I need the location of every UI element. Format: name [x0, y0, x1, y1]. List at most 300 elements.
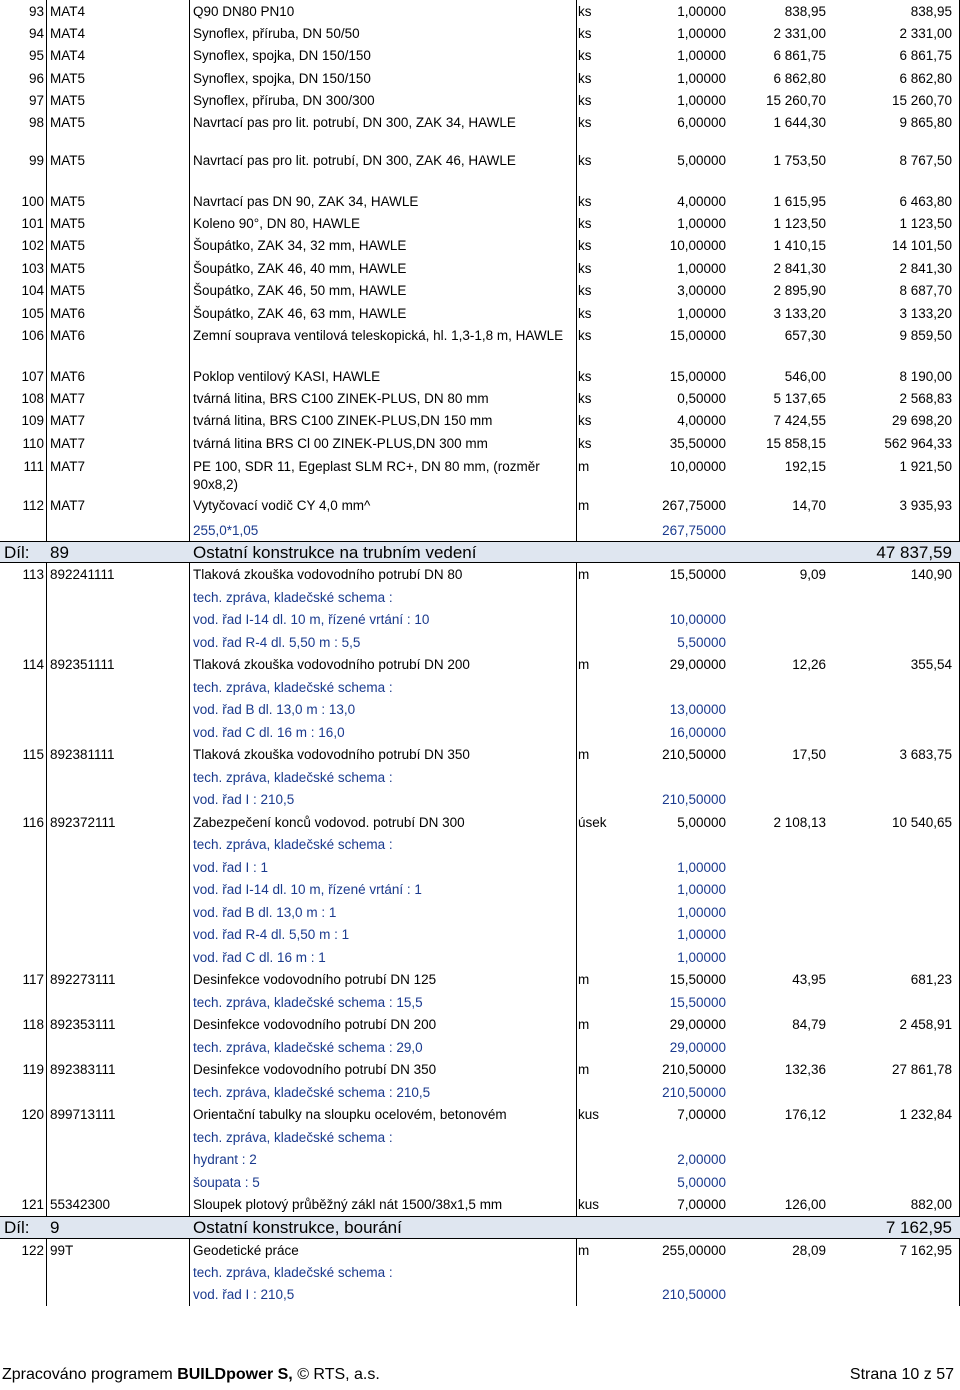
item-unit-price: 43,95 — [792, 972, 826, 987]
column-divider — [46, 387, 47, 409]
item-description: Geodetické práce — [193, 1243, 299, 1258]
item-number: 114 — [22, 657, 44, 672]
item-unit: ks — [578, 261, 592, 276]
item-code: 892381111 — [50, 747, 115, 762]
item-total: 1 921,50 — [899, 459, 952, 474]
item-number: 117 — [22, 972, 44, 987]
item-unit-price: 2 895,90 — [773, 283, 826, 298]
calc-quantity: 1,00000 — [677, 950, 726, 965]
item-unit-price: 14,70 — [792, 498, 826, 513]
column-divider — [189, 631, 190, 653]
column-divider — [46, 946, 47, 968]
column-divider — [46, 856, 47, 878]
column-divider — [576, 1148, 577, 1171]
item-quantity: 1,00000 — [677, 4, 726, 19]
item-unit-price: 5 137,65 — [773, 391, 826, 406]
column-divider — [46, 901, 47, 923]
calc-description: tech. zpráva, kladečské schema : 29,0 — [193, 1040, 423, 1055]
column-divider — [46, 631, 47, 653]
item-number: 109 — [21, 413, 44, 428]
division-code: 89 — [50, 543, 69, 562]
column-divider — [189, 1239, 190, 1261]
column-divider — [576, 766, 577, 788]
calculation-row — [0, 878, 960, 901]
column-divider — [46, 149, 47, 190]
calc-quantity: 13,00000 — [669, 702, 726, 717]
item-description: Synoflex, příruba, DN 50/50 — [193, 26, 360, 41]
column-divider — [189, 968, 190, 991]
table-row — [0, 1239, 960, 1261]
item-number: 95 — [28, 48, 44, 63]
column-divider — [189, 811, 190, 833]
column-divider — [46, 1261, 47, 1283]
column-divider — [46, 1193, 47, 1216]
item-number: 118 — [22, 1017, 44, 1032]
item-total: 9 859,50 — [899, 328, 952, 343]
column-divider — [189, 586, 190, 608]
calculation-row — [0, 946, 960, 968]
table-row — [0, 1193, 960, 1216]
calculation-row — [0, 1261, 960, 1283]
item-quantity: 29,00000 — [669, 1017, 726, 1032]
item-code: MAT4 — [50, 4, 86, 19]
item-unit-price: 2 108,13 — [773, 815, 826, 830]
item-description: Šoupátko, ZAK 46, 50 mm, HAWLE — [193, 283, 407, 298]
item-code: MAT5 — [50, 216, 86, 231]
table-row — [0, 365, 960, 387]
calc-quantity: 15,50000 — [669, 995, 726, 1010]
calculation-row — [0, 1036, 960, 1058]
item-unit-price: 176,12 — [784, 1107, 826, 1122]
column-divider — [576, 22, 577, 44]
item-unit: ks — [578, 369, 592, 384]
column-divider — [576, 279, 577, 302]
column-divider — [576, 946, 577, 968]
calculation-row — [0, 1148, 960, 1171]
calculation-row — [0, 1171, 960, 1193]
column-divider — [189, 44, 190, 67]
item-total: 10 540,65 — [891, 815, 952, 830]
item-unit-price: 2 331,00 — [773, 26, 826, 41]
item-unit-price: 192,15 — [784, 459, 826, 474]
item-code: MAT7 — [50, 413, 86, 428]
column-divider — [46, 67, 47, 89]
calc-description: vod. řad I-14 dl. 10 m, řízené vrtání : 10 — [193, 612, 430, 627]
column-divider — [576, 1126, 577, 1148]
column-divider — [46, 1103, 47, 1126]
calc-description: vod. řad C dl. 16 m : 1 — [193, 950, 326, 965]
column-divider — [189, 923, 190, 946]
calculation-row — [0, 766, 960, 788]
item-unit-price: 1 410,15 — [773, 238, 826, 253]
table-row — [0, 67, 960, 89]
item-unit: ks — [578, 436, 592, 451]
item-description: Synoflex, spojka, DN 150/150 — [193, 48, 371, 63]
item-description: Sloupek plotový průběžný zákl nát 1500/38x1,5 mm — [193, 1197, 503, 1212]
column-divider — [46, 676, 47, 698]
item-code: MAT5 — [50, 93, 86, 108]
table-row — [0, 190, 960, 212]
division-border-top — [0, 1216, 960, 1217]
item-unit-price: 3 133,20 — [773, 306, 826, 321]
item-description: Desinfekce vodovodního potrubí DN 350 — [193, 1062, 437, 1077]
item-quantity: 1,00000 — [677, 306, 726, 321]
calc-quantity: 210,50000 — [662, 1287, 726, 1302]
column-divider — [46, 1148, 47, 1171]
item-unit-price: 28,09 — [792, 1243, 826, 1258]
item-number: 103 — [21, 261, 44, 276]
column-divider — [46, 743, 47, 766]
column-divider — [576, 365, 577, 387]
item-number: 122 — [21, 1243, 44, 1258]
column-divider — [189, 494, 190, 519]
item-total: 3 683,75 — [899, 747, 952, 762]
column-divider — [46, 519, 47, 541]
item-description: Zemní souprava ventilová teleskopická, hl. 1,3-1,8 m, HAWLE — [193, 328, 564, 343]
column-divider — [46, 111, 47, 149]
item-unit: ks — [578, 328, 592, 343]
item-number: 107 — [21, 369, 44, 384]
column-divider — [46, 365, 47, 387]
division-title: Ostatní konstrukce na trubním vedení — [193, 543, 477, 562]
column-divider — [46, 279, 47, 302]
item-number: 110 — [22, 436, 44, 451]
calc-quantity: 1,00000 — [677, 882, 726, 897]
calculation-row — [0, 608, 960, 631]
item-total: 1 232,84 — [899, 1107, 952, 1122]
item-unit: kus — [578, 1197, 600, 1212]
division-total: 7 162,95 — [885, 1218, 952, 1237]
item-unit-price: 9,09 — [799, 567, 826, 582]
column-divider — [46, 968, 47, 991]
column-divider — [46, 721, 47, 743]
division-title: Ostatní konstrukce, bourání — [193, 1218, 402, 1237]
column-divider — [576, 0, 577, 22]
item-description: Navrtací pas pro lit. potrubí, DN 300, ZAK 46, HAWLE — [193, 153, 516, 168]
calculation-row — [0, 1283, 960, 1306]
table-row — [0, 1058, 960, 1081]
item-quantity: 210,50000 — [662, 747, 726, 762]
column-divider — [576, 149, 577, 190]
item-code: MAT5 — [50, 238, 86, 253]
calculation-row — [0, 833, 960, 856]
item-unit-price: 1 644,30 — [773, 115, 826, 130]
column-divider — [46, 22, 47, 44]
item-unit: ks — [578, 115, 592, 130]
table-row — [0, 743, 960, 766]
calculation-row — [0, 631, 960, 653]
table-row — [0, 0, 960, 22]
calc-quantity: 5,50000 — [677, 635, 726, 650]
column-divider — [576, 1193, 577, 1216]
column-divider — [576, 878, 577, 901]
item-total: 29 698,20 — [891, 413, 952, 428]
column-divider — [46, 878, 47, 901]
item-total: 562 964,33 — [884, 436, 952, 451]
item-quantity: 35,50000 — [669, 436, 726, 451]
column-divider — [576, 519, 577, 541]
column-divider — [189, 788, 190, 811]
column-divider — [189, 1126, 190, 1148]
item-number: 115 — [22, 747, 44, 762]
item-unit-price: 126,00 — [784, 1197, 826, 1212]
calc-description: tech. zpráva, kladečské schema : — [193, 837, 393, 852]
column-divider — [576, 1283, 577, 1306]
footer-credit — [2, 1366, 380, 1384]
item-unit: m — [578, 1243, 590, 1258]
table-row — [0, 387, 960, 409]
item-code: MAT4 — [50, 26, 86, 41]
calc-description: vod. řad I : 210,5 — [193, 792, 295, 807]
column-divider — [189, 608, 190, 631]
item-description: Navrtací pas DN 90, ZAK 34, HAWLE — [193, 194, 419, 209]
calc-description: tech. zpráva, kladečské schema : — [193, 1265, 393, 1280]
division-label: Díl: — [4, 1218, 30, 1237]
item-total: 7 162,95 — [899, 1243, 952, 1258]
item-unit: ks — [578, 48, 592, 63]
column-divider — [189, 212, 190, 234]
item-number: 121 — [21, 1197, 44, 1212]
column-divider — [576, 494, 577, 519]
item-total: 882,00 — [910, 1197, 952, 1212]
footer-prefix: Zpracováno programem — [2, 1366, 178, 1383]
calculation-row — [0, 519, 960, 541]
calc-description: vod. řad I : 1 — [193, 860, 269, 875]
item-description: Šoupátko, ZAK 46, 63 mm, HAWLE — [193, 306, 407, 321]
column-divider — [189, 676, 190, 698]
column-divider — [189, 766, 190, 788]
column-divider — [576, 923, 577, 946]
item-number: 98 — [28, 115, 44, 130]
calc-description: tech. zpráva, kladečské schema : 210,5 — [193, 1085, 431, 1100]
table-row — [0, 432, 960, 455]
column-divider — [46, 653, 47, 676]
item-total: 2 568,83 — [899, 391, 952, 406]
item-unit-price: 15 858,15 — [765, 436, 826, 451]
column-divider — [189, 698, 190, 721]
item-description: Desinfekce vodovodního potrubí DN 200 — [193, 1017, 437, 1032]
calc-description: hydrant : 2 — [193, 1152, 257, 1167]
column-divider — [46, 212, 47, 234]
item-total: 355,54 — [910, 657, 952, 672]
calc-description: šoupata : 5 — [193, 1175, 260, 1190]
calc-description: vod. řad I-14 dl. 10 m, řízené vrtání : 1 — [193, 882, 422, 897]
item-description: Synoflex, příruba, DN 300/300 — [193, 93, 375, 108]
column-divider — [189, 519, 190, 541]
item-total: 27 861,78 — [891, 1062, 952, 1077]
item-number: 108 — [21, 391, 44, 406]
calculation-row — [0, 1081, 960, 1103]
calc-quantity: 210,50000 — [662, 792, 726, 807]
item-unit: m — [578, 1017, 590, 1032]
item-total: 6 862,80 — [899, 71, 952, 86]
calc-quantity: 1,00000 — [677, 860, 726, 875]
calc-description: tech. zpráva, kladečské schema : — [193, 680, 393, 695]
item-description: Šoupátko, ZAK 34, 32 mm, HAWLE — [193, 238, 407, 253]
item-unit-price: 7 424,55 — [773, 413, 826, 428]
item-code: MAT4 — [50, 48, 86, 63]
column-divider — [189, 1081, 190, 1103]
column-divider — [46, 766, 47, 788]
table-row — [0, 257, 960, 279]
column-divider — [189, 111, 190, 149]
division-total: 47 837,59 — [876, 543, 952, 562]
item-unit: ks — [578, 216, 592, 231]
item-quantity: 1,00000 — [677, 93, 726, 108]
column-divider — [189, 0, 190, 22]
item-unit-price: 546,00 — [784, 369, 826, 384]
column-divider — [189, 365, 190, 387]
item-quantity: 15,00000 — [669, 369, 726, 384]
item-code: MAT6 — [50, 328, 86, 343]
column-divider — [189, 257, 190, 279]
column-divider — [189, 743, 190, 766]
column-divider — [576, 1058, 577, 1081]
item-quantity: 10,00000 — [669, 238, 726, 253]
item-number: 116 — [22, 815, 44, 830]
column-divider — [189, 653, 190, 676]
item-number: 120 — [21, 1107, 44, 1122]
calc-quantity: 2,00000 — [677, 1152, 726, 1167]
item-unit: ks — [578, 153, 592, 168]
item-total: 2 841,30 — [899, 261, 952, 276]
item-number: 101 — [21, 216, 44, 231]
item-code: 899713111 — [50, 1107, 116, 1122]
column-divider — [189, 946, 190, 968]
table-row — [0, 563, 960, 586]
column-divider — [576, 833, 577, 856]
column-divider — [189, 1171, 190, 1193]
calc-description: tech. zpráva, kladečské schema : — [193, 590, 393, 605]
column-divider — [576, 743, 577, 766]
item-total: 1 123,50 — [899, 216, 952, 231]
column-divider — [189, 721, 190, 743]
item-code: MAT5 — [50, 153, 86, 168]
item-quantity: 6,00000 — [677, 115, 726, 130]
column-divider — [46, 1283, 47, 1306]
column-divider — [46, 455, 47, 494]
item-number: 94 — [28, 26, 44, 41]
item-code: 892351111 — [50, 657, 115, 672]
item-number: 93 — [28, 4, 44, 19]
calc-quantity: 1,00000 — [677, 905, 726, 920]
item-code: MAT7 — [50, 436, 86, 451]
item-code: MAT7 — [50, 391, 86, 406]
item-number: 99 — [28, 153, 44, 168]
item-description: Q90 DN80 PN10 — [193, 4, 295, 19]
item-code: MAT6 — [50, 306, 86, 321]
calculation-row — [0, 788, 960, 811]
column-divider — [189, 1103, 190, 1126]
column-divider — [576, 631, 577, 653]
item-quantity: 0,50000 — [677, 391, 726, 406]
item-quantity: 15,00000 — [669, 328, 726, 343]
calc-description: vod. řad I : 210,5 — [193, 1287, 295, 1302]
item-unit: m — [578, 567, 590, 582]
item-description: tvárná litina, BRS C100 ZINEK-PLUS,DN 150 mm — [193, 413, 493, 428]
item-quantity: 15,50000 — [669, 972, 726, 987]
table-row — [0, 279, 960, 302]
table-row — [0, 455, 960, 494]
calc-quantity: 5,00000 — [677, 1175, 726, 1190]
item-code: MAT5 — [50, 115, 86, 130]
column-divider — [189, 856, 190, 878]
column-divider — [576, 234, 577, 257]
column-divider — [576, 676, 577, 698]
item-code: 55342300 — [50, 1197, 111, 1212]
item-unit: kus — [578, 1107, 600, 1122]
item-total: 3 935,93 — [899, 498, 952, 513]
item-unit-price: 6 861,75 — [773, 48, 826, 63]
column-divider — [189, 878, 190, 901]
column-divider — [189, 991, 190, 1013]
item-number: 96 — [28, 71, 44, 86]
item-description: Koleno 90°, DN 80, HAWLE — [193, 216, 360, 231]
item-unit: ks — [578, 413, 592, 428]
table-row — [0, 1103, 960, 1126]
column-divider — [576, 1171, 577, 1193]
column-divider — [189, 563, 190, 586]
column-divider — [576, 1081, 577, 1103]
column-divider — [576, 653, 577, 676]
column-divider — [576, 788, 577, 811]
table-row — [0, 302, 960, 324]
table-row — [0, 324, 960, 365]
item-total: 14 101,50 — [891, 238, 952, 253]
calc-description: vod. řad R-4 dl. 5,50 m : 5,5 — [193, 635, 361, 650]
item-quantity: 7,00000 — [677, 1107, 726, 1122]
division-code: 9 — [50, 1218, 60, 1237]
column-divider — [576, 89, 577, 111]
item-description: Orientační tabulky na sloupku ocelovém, betonovém — [193, 1107, 507, 1122]
item-quantity: 4,00000 — [677, 194, 726, 209]
column-divider — [576, 409, 577, 432]
item-description: PE 100, SDR 11, Egeplast SLM RC+, DN 80 mm, (rozměr 90x8,2) — [193, 459, 540, 492]
table-row — [0, 111, 960, 149]
table-row — [0, 494, 960, 519]
item-unit: ks — [578, 93, 592, 108]
item-unit-price: 6 862,80 — [773, 71, 826, 86]
item-unit: úsek — [578, 815, 607, 830]
page-footer — [0, 1366, 960, 1388]
column-divider — [189, 1283, 190, 1306]
column-divider — [46, 788, 47, 811]
column-divider — [576, 586, 577, 608]
calc-quantity: 10,00000 — [669, 612, 726, 627]
column-divider — [189, 1193, 190, 1216]
column-divider — [46, 89, 47, 111]
column-divider — [189, 149, 190, 190]
column-divider — [576, 44, 577, 67]
page-number: Strana 10 z 57 — [849, 1366, 954, 1383]
column-divider — [576, 190, 577, 212]
column-divider — [189, 409, 190, 432]
column-divider — [189, 324, 190, 365]
column-divider — [576, 563, 577, 586]
column-divider — [46, 811, 47, 833]
calc-quantity: 29,00000 — [669, 1040, 726, 1055]
column-divider — [46, 257, 47, 279]
item-quantity: 1,00000 — [677, 216, 726, 231]
item-description: Synoflex, spojka, DN 150/150 — [193, 71, 371, 86]
item-total: 8 767,50 — [899, 153, 952, 168]
column-divider — [576, 721, 577, 743]
column-divider — [46, 1126, 47, 1148]
column-divider — [46, 698, 47, 721]
item-unit-price: 132,36 — [784, 1062, 826, 1077]
column-divider — [46, 923, 47, 946]
item-total: 140,90 — [910, 567, 952, 582]
